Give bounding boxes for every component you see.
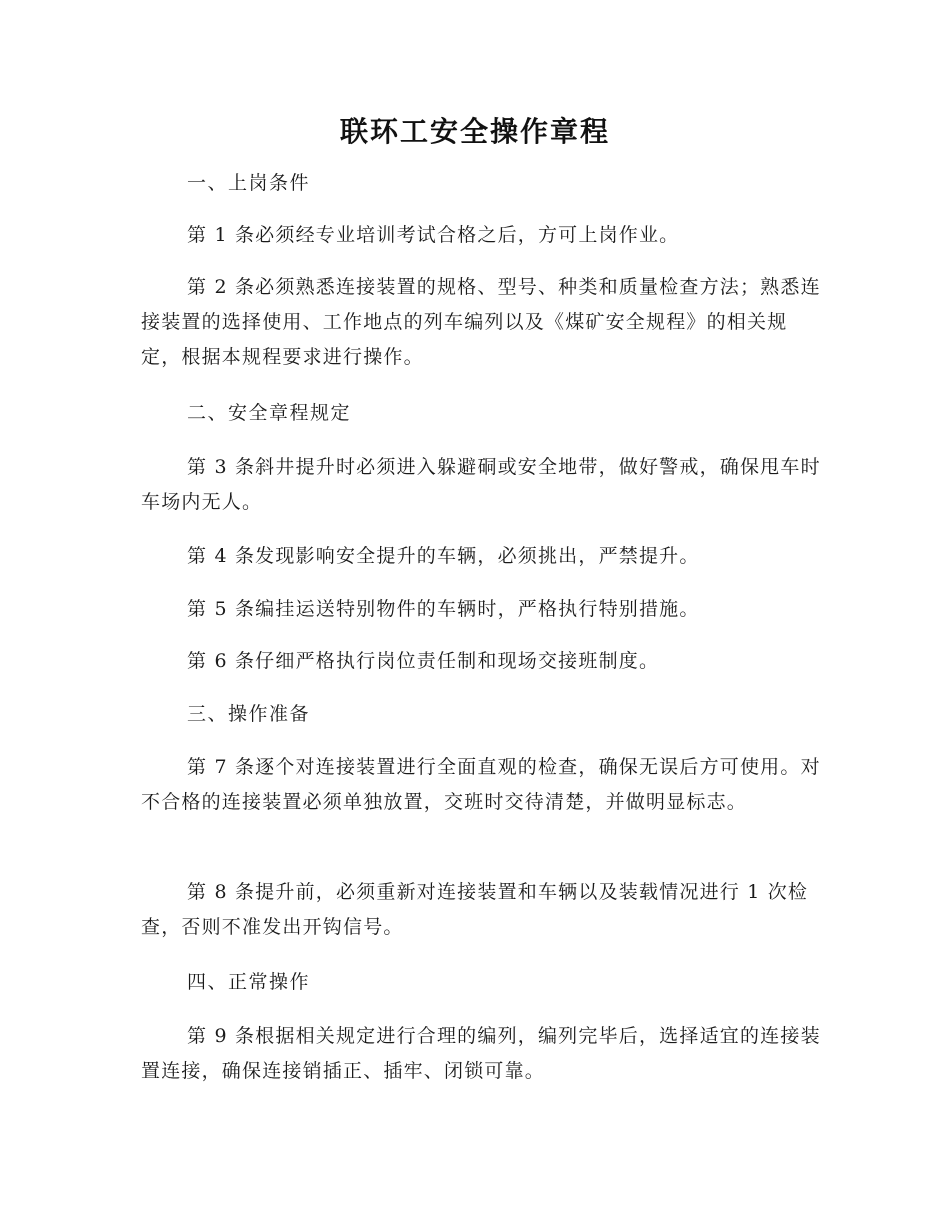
article-2: 第 2 条必须熟悉连接装置的规格、型号、种类和质量检查方法；熟悉连接装置的选择使用、工作地点的列车编列以及《煤矿安全规程》的相关规定，根据本规程要求进行操作。 bbox=[141, 276, 821, 368]
article-5: 第 5 条编挂运送特别物件的车辆时，严格执行特别措施。 bbox=[187, 598, 700, 620]
document-title: 联环工安全操作章程 bbox=[339, 115, 610, 148]
article-6: 第 6 条仔细严格执行岗位责任制和现场交接班制度。 bbox=[187, 650, 660, 672]
section-heading-normal-operation: 四、正常操作 bbox=[187, 971, 311, 993]
article-9: 第 9 条根据相关规定进行合理的编列，编列完毕后，选择适宜的连接装置连接，确保连接销插正、插牢、闭锁可靠。 bbox=[141, 1025, 821, 1082]
article-4: 第 4 条发现影响安全提升的车辆，必须挑出，严禁提升。 bbox=[187, 545, 700, 567]
section-heading-qualifications: 一、上岗条件 bbox=[187, 172, 311, 194]
article-8: 第 8 条提升前，必须重新对连接装置和车辆以及装载情况进行 1 次检查，否则不准发出开钩信号。 bbox=[141, 881, 809, 938]
section-heading-preparation: 三、操作准备 bbox=[187, 703, 311, 725]
article-3: 第 3 条斜井提升时必须进入躲避硐或安全地带，做好警戒，确保甩车时车场内无人。 bbox=[141, 456, 821, 513]
section-heading-safety-rules: 二、安全章程规定 bbox=[187, 402, 352, 424]
article-7: 第 7 条逐个对连接装置进行全面直观的检查，确保无误后方可使用。对不合格的连接装置必须单独放置，交班时交待清楚，并做明显标志。 bbox=[141, 756, 821, 813]
article-1: 第 1 条必须经专业培训考试合格之后，方可上岗作业。 bbox=[187, 224, 680, 246]
